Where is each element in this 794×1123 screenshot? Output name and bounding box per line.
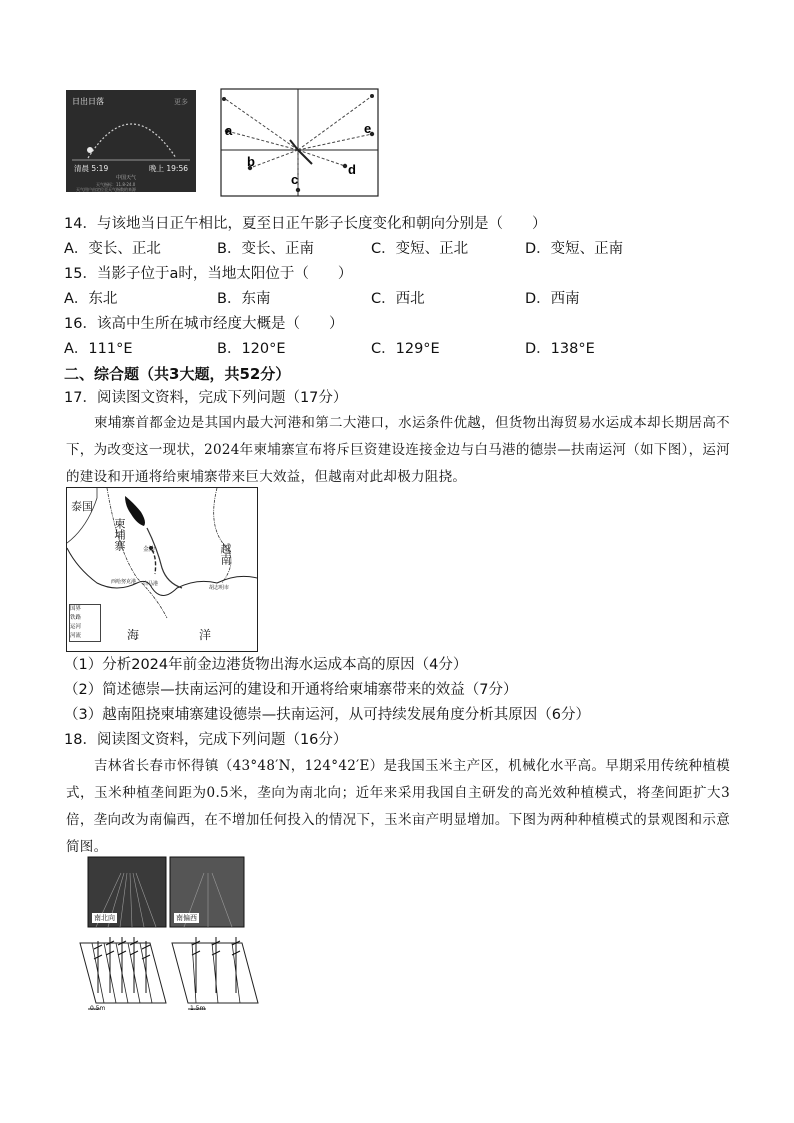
question-17-sub3: （3）越南阻挠柬埔寨建设德崇—扶南运河，从可持续发展角度分析其原因（6分） — [64, 707, 590, 723]
question-14-stem: 14．与该地当日正午相比，夏至日正午影子长度变化和朝向分别是（ ） — [64, 216, 547, 232]
sunset-time: 晚上 19:56 — [149, 164, 188, 173]
sun-panel-fine1: 天气指标：11.8-24.0 — [96, 182, 136, 187]
map-label-phnom-penh: 金边 — [143, 546, 156, 553]
q14-option-a[interactable]: A．变长、正北 — [64, 241, 161, 257]
map-label-ocean: 洋 — [199, 628, 212, 642]
question-17-sub2: （2）简述德崇—扶南运河的建设和开通将给柬埔寨带来的效益（7分） — [64, 682, 518, 698]
q14-option-d[interactable]: D．变短、正南 — [525, 241, 624, 257]
map-label-sihanoukville: 西哈努克港 — [111, 579, 137, 585]
canal-map — [66, 487, 258, 652]
planting-mode-figure — [66, 853, 264, 1015]
shadow-direction-diagram — [220, 88, 380, 198]
q15-option-d[interactable]: D．西南 — [525, 291, 580, 307]
map-label-lake: 湖 — [141, 500, 148, 507]
map-label-hcm: 胡志明市 — [209, 585, 230, 591]
sun-panel-footer — [66, 182, 196, 192]
question-17-stem: 17．阅读图文资料，完成下列问题（17分） — [64, 390, 348, 406]
sunrise-time: 清晨 5:19 — [74, 164, 109, 173]
shadow-label-a: a — [225, 123, 233, 138]
q15-option-b[interactable]: B．东南 — [217, 291, 271, 307]
shadow-label-d: d — [348, 162, 356, 177]
question-18-stem: 18．阅读图文资料，完成下列问题（16分） — [64, 732, 348, 748]
q15-option-c[interactable]: C．西北 — [371, 291, 425, 307]
sun-panel-fine2: 天气用户由定位至天气指数的来源 — [76, 187, 136, 192]
shadow-label-b: b — [247, 154, 255, 169]
legend-canal: 运河 — [70, 624, 82, 630]
shadow-label-c: c — [291, 172, 299, 187]
map-label-vietnam: 越南 — [219, 543, 232, 565]
sun-icon — [87, 147, 93, 153]
legend-railway: 铁路 — [70, 615, 82, 621]
map-legend — [69, 604, 101, 642]
legend-border: 国界 — [70, 606, 82, 612]
planting-mode-drawing — [66, 853, 264, 1015]
map-label-sea: 海 — [127, 628, 140, 642]
q16-option-d[interactable]: D．138°E — [525, 341, 595, 357]
question-17-passage: 柬埔寨首都金边是其国内最大河港和第二大港口，水运条件优越，但货物出海贸易水运成本却长期居高不下，为改变这一现状，2024年柬埔寨宣布将斥巨资建设连接金边与白马港的德崇—扶南运河（如下图），运河的建设和开通将给柬埔寨带来巨大效益，但越南对此却极力阻挠。 — [66, 415, 730, 485]
sun-panel-source: 中国天气 — [116, 175, 137, 181]
q15-option-a[interactable]: A．东北 — [64, 291, 118, 307]
sun-panel-title: 日出日落 — [72, 97, 104, 106]
sun-panel-more: 更多 — [174, 98, 188, 106]
label-south-west: 南偏西 — [176, 914, 197, 922]
q16-option-b[interactable]: B．120°E — [217, 341, 286, 357]
label-north-south: 南北向 — [94, 914, 115, 922]
section-2-heading: 二、综合题（共3大题，共52分） — [64, 365, 291, 383]
q16-option-a[interactable]: A．111°E — [64, 341, 133, 357]
map-label-thailand: 泰国 — [71, 500, 93, 513]
shadow-label-e: e — [364, 121, 372, 136]
question-18-passage: 吉林省长春市怀得镇（43°48′N，124°42′E）是我国玉米主产区，机械化水平高。早期采用传统种植模式，玉米种植垄间距为0.5米，垄向为南北向；近年来采用我国自主研发的高光效种植模式，将垄间距扩大3倍，垄向改为南偏西，在不增加任何投入的情况下，玉米亩产明显增加。下图为两种种植模式的景观图和示意简图。 — [66, 758, 730, 855]
q14-option-b[interactable]: B．变长、正南 — [217, 241, 314, 257]
map-label-cambodia: 柬埔寨 — [113, 518, 126, 551]
question-15-stem: 15．当影子位于a时，当地太阳位于（ ） — [64, 266, 353, 282]
scale-left: 0.5m — [90, 1005, 106, 1012]
scale-right: 1.5m — [190, 1005, 206, 1012]
q14-option-c[interactable]: C．变短、正北 — [371, 241, 469, 257]
q16-option-c[interactable]: C．129°E — [371, 341, 440, 357]
map-label-kep: 白马港 — [143, 581, 159, 587]
legend-river: 河流 — [70, 633, 82, 639]
question-17-sub1: （1）分析2024年前金边港货物出海水运成本高的原因（4分） — [64, 657, 468, 673]
sunrise-sunset-screenshot — [66, 90, 196, 182]
question-16-stem: 16．该高中生所在城市经度大概是（ ） — [64, 316, 344, 332]
